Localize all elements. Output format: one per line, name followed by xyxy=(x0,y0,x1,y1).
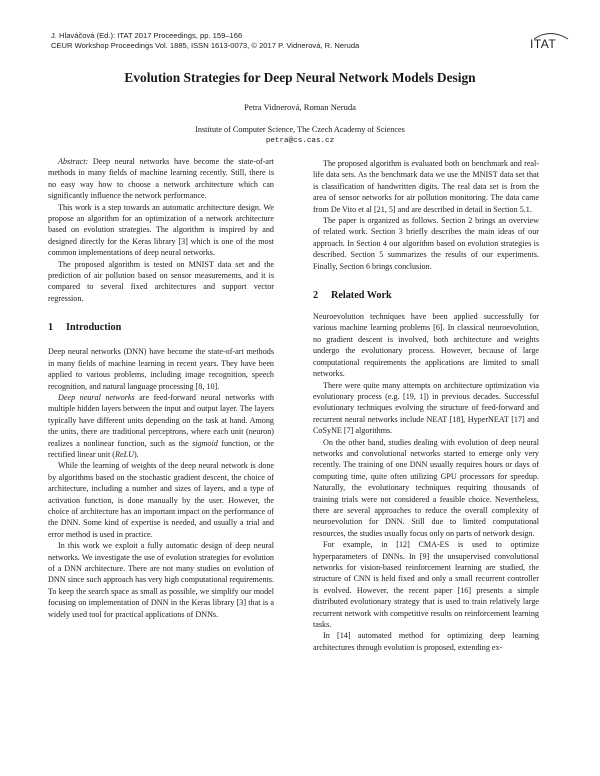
section-number: 1 xyxy=(48,322,54,334)
term-sigmoid: sigmoid xyxy=(192,438,218,448)
section-title: Related Work xyxy=(331,290,392,302)
intro-paragraph-1: Deep neural networks (DNN) have become the state-of-art methods in many fields of machine learning in recent years. They have been applied to various problems, including image recognition, speech recognition, and natural language processing [8, 10]. xyxy=(48,347,274,391)
intro-text: are feed-forward neural networks with multiple hidden layers between the input and output layer. The layers typically have different units depending on the task at hand. Among the units, there are traditional perceptrons, where each unit (neuron) realizes a nonlinear function, such as the xyxy=(48,392,274,448)
logo-text: ITAT xyxy=(530,37,557,51)
section-heading-introduction xyxy=(48,321,274,334)
paper-title: Evolution Strategies for Deep Neural Network Models Design xyxy=(124,70,476,85)
related-paragraph-2: There were quite many attempts on architecture optimization via evolutionary process (e.g. [19, 1]) in previous decades. Successful evolutionary techniques evolving the structure of feed-forward and recurrent neural networks include NEAT [18], HyperNEAT [17] and CoSyNE [7] algorithms. xyxy=(313,380,539,436)
left-column xyxy=(48,156,274,620)
abstract-paragraph-3: The proposed algorithm is tested on MNIST data set and the prediction of air pollution based on sensor measurements, and it is compared to several fixed architectures and support vector regression. xyxy=(48,259,274,303)
paper-authors: Petra Vidnerová, Roman Neruda xyxy=(244,102,356,112)
running-header xyxy=(51,31,491,50)
intro-paragraph-4: In this work we exploit a fully automatic design of deep neural networks. We investigate the use of evolution strategies for evolution of a DNN architecture. There are not many studies on evolution of DNN since such approach has very high computational requirements. To keep the search space as small as possible, we simplify our model focusing on implementation of DNN in the Keras library [3] that is a widely used tool for practical applications of DNNs. xyxy=(48,541,274,619)
related-paragraph-1: Neuroevolution techniques have been applied successfully for various machine learning problems [6]. In classical neuroevolution, no gradient descent is involved, both architecture and weights undergo the evolutionary process. However, because of large computational requirements the applications are limited to small networks. xyxy=(313,312,539,379)
intro-paragraph-3: While the learning of weights of the deep neural network is done by algorithms based on the stochastic gradient descent, the choice of architecture, including a number and sizes of layers, and a type of activation function, is done manually by the user. However, the choice of architecture has an important impact on the performance of the DNN. Some kind of expertise is needed, and usually a trial and error method is used in practice. xyxy=(48,461,274,539)
institution: Institute of Computer Science, The Czech Academy of Sciences xyxy=(195,125,405,134)
related-paragraph-4: For example, in [12] CMA-ES is used to optimize hyperparameters of DNNs. In [9] the unsupervised convolutional networks for vision-based reinforcement learning are studied, the structure of CNN is held fixed and only a small recurrent controller is evolved. However, the recent paper [16] presents a simple distributed evolutionary strategy that is used to train relatively large recurrent network with competitive results on reinforcement learning tasks. xyxy=(313,540,539,630)
section-heading-related-work xyxy=(313,289,539,302)
affiliation xyxy=(0,125,600,146)
header-line-2: CEUR Workshop Proceedings Vol. 1885, ISSN 1613-0073, © 2017 P. Vidnerová, R. Neruda xyxy=(51,40,360,50)
header-line-1: J. Hlaváčová (Ed.): ITAT 2017 Proceedings, pp. 159–166 xyxy=(51,31,243,40)
itat-logo xyxy=(530,30,572,52)
right-column xyxy=(313,158,539,653)
section-title: Introduction xyxy=(66,322,122,334)
term-relu: ReLU xyxy=(115,449,134,459)
abstract-label: Abstract: xyxy=(58,157,89,166)
intro-text: function, or the rectified linear unit ( xyxy=(48,438,274,459)
intro-paragraph-6: The paper is organized as follows. Section 2 brings an overview of related work. Section 3 briefly describes the main ideas of our approach. In Section 4 our algorithm based on evolution strategies is described. Section 5 summarizes the results of our experiments. Finally, Section 6 brings conclusion. xyxy=(313,216,539,271)
intro-paragraph-2 xyxy=(48,392,274,460)
intro-text: ). xyxy=(133,449,139,459)
abstract-text: Deep neural networks have become the state-of-art methods in many fields of machine learning recently. Still, there is no easy way how to choose a network architecture which can significantly influence the network performance. xyxy=(48,157,274,201)
section-number: 2 xyxy=(313,290,319,302)
abstract-paragraph xyxy=(48,156,274,202)
author-email: petra@cs.cas.cz xyxy=(265,136,335,145)
term-dnn: Deep neural networks xyxy=(58,392,135,402)
related-paragraph-3: On the other hand, studies dealing with evolution of deep neural networks and convolutional networks started to emerge only very recently. The training of one DNN usually requires hours or days of computing time, quite often utilizing GPU processors for speedup. Naturally, the evolutionary techniques requiring thousands of training trials were not considered a feasible choice. Nevertheless, there are several approaches to reduce the overall complexity of neuroevolution for DNN. Still due to limited computational resources, the studies usually focus only on parts of network design. xyxy=(313,437,539,538)
abstract-paragraph-2: This work is a step towards an automatic architecture design. We propose an algorithm for an optimization of a network architecture based on evolution strategies. The algorithm is inspired by and designed directly for the Keras library [3] which is one of the most common implementations of deep neural networks. xyxy=(48,202,274,258)
related-paragraph-5: In [14] automated method for optimizing deep learning architectures through evolution is proposed, extending ex- xyxy=(313,631,539,652)
intro-paragraph-5: The proposed algorithm is evaluated both on benchmark and real-life data sets. As the benchmark data we use the MNIST data set that is classification of handwritten digits. The real data set is from the area of sensor networks for air pollution monitoring. The data came from De Vito et al [21, 5] and are described in detail in Section 5.1. xyxy=(313,159,539,214)
